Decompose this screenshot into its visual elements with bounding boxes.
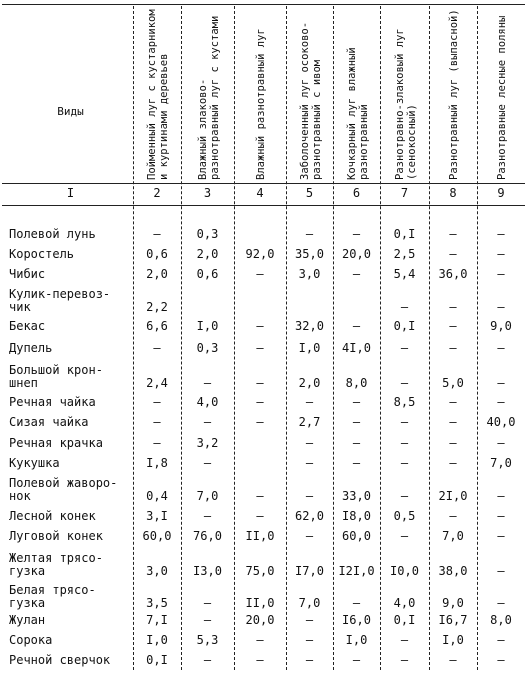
table-cell: – <box>352 596 361 610</box>
column-header-7 <box>382 6 429 181</box>
species-name: Чибис <box>9 267 46 281</box>
species-name: Полевой лунь <box>9 227 96 241</box>
column-number: 6 <box>352 186 361 200</box>
table-cell: – <box>352 456 361 470</box>
species-name: Дупель <box>9 341 53 355</box>
table-cell: – <box>203 596 212 610</box>
column-header-4 <box>236 6 286 181</box>
table-cell: – <box>497 633 505 647</box>
table-cell: – <box>256 633 264 647</box>
table-cell: 7,0 <box>196 489 219 503</box>
species-column-header: Виды <box>57 105 84 118</box>
table-cell: – <box>352 267 361 281</box>
table-cell: 75,0 <box>245 564 275 578</box>
table-cell: 7,I <box>146 613 168 627</box>
species-name: Коростель <box>9 247 75 261</box>
table-cell: 7,0 <box>298 596 321 610</box>
table-cell: 0,6 <box>146 247 168 261</box>
table-cell: 3,2 <box>196 436 219 450</box>
table-cell: – <box>352 653 361 667</box>
table-cell: – <box>305 633 314 647</box>
table-cell: 0,I <box>146 653 168 667</box>
table-cell: – <box>497 341 505 355</box>
table-cell: – <box>203 376 212 390</box>
column-header-label: Пойменный луг с кустарником и куртинами деревьев <box>146 8 170 180</box>
table-cell: I,0 <box>298 341 321 355</box>
table-cell: 2I,0 <box>438 489 468 503</box>
species-name: Желтая трясо- гузка <box>9 551 103 578</box>
table-cell: – <box>400 529 409 543</box>
table-cell: 0,4 <box>146 489 168 503</box>
species-name: Речная крачка <box>9 436 103 450</box>
species-name: Жулан <box>9 613 46 627</box>
table-cell: I3,0 <box>193 564 222 578</box>
table-cell: – <box>305 653 314 667</box>
species-name: Полевой жаворо- нок <box>9 476 118 503</box>
table-cell: – <box>449 341 457 355</box>
table-cell: – <box>153 436 161 450</box>
table-cell: 2,2 <box>146 300 168 314</box>
species-name: Луговой конек <box>9 529 103 543</box>
table-cell: I2I,0 <box>338 564 375 578</box>
table-cell: – <box>449 319 457 333</box>
table-cell: – <box>256 509 264 523</box>
table-cell: 9,0 <box>490 319 512 333</box>
table-cell: – <box>497 509 505 523</box>
column-number: 5 <box>305 186 314 200</box>
table-cell: 0,I <box>393 319 416 333</box>
species-name: Белая трясо- гузка <box>9 583 96 610</box>
column-number: 7 <box>400 186 409 200</box>
table-cell: – <box>203 456 212 470</box>
table-cell: – <box>153 415 161 429</box>
column-number: 8 <box>449 186 457 200</box>
table-cell: 2,4 <box>146 376 168 390</box>
table-cell: 9,0 <box>442 596 464 610</box>
table-cell: – <box>449 509 457 523</box>
table-cell: – <box>497 436 505 450</box>
species-name: Речная чайка <box>9 395 96 409</box>
table-cell: 4I,0 <box>342 341 371 355</box>
table-cell: – <box>305 456 314 470</box>
table-cell: I6,7 <box>438 613 468 627</box>
table-cell: I7,0 <box>295 564 324 578</box>
table-cell: 4,0 <box>196 395 219 409</box>
table-cell: – <box>203 613 212 627</box>
species-name: Кукушка <box>9 456 60 470</box>
table-cell: 35,0 <box>295 247 324 261</box>
table-cell: – <box>352 436 361 450</box>
species-name: Лесной конек <box>9 509 96 523</box>
table-cell: – <box>400 489 409 503</box>
table-cell: 3,5 <box>146 596 168 610</box>
table-cell: – <box>256 319 264 333</box>
table-cell: – <box>497 564 505 578</box>
column-header-label: Разнотравные лесные поляны <box>496 15 508 180</box>
column-header-3 <box>183 6 234 181</box>
column-header-5 <box>288 6 333 181</box>
table-cell: 33,0 <box>342 489 371 503</box>
column-header-label: Влажный разнотравный луг <box>255 27 267 180</box>
table-cell: 8,5 <box>393 395 416 409</box>
table-cell: – <box>305 529 314 543</box>
table-cell: – <box>449 395 457 409</box>
table-cell: – <box>449 456 457 470</box>
table-cell: – <box>400 456 409 470</box>
table-cell: – <box>305 395 314 409</box>
species-name: Сизая чайка <box>9 415 89 429</box>
table-cell: 0,5 <box>393 509 416 523</box>
column-header-label: Кочкарный луг влажный разнотравный <box>345 46 370 180</box>
column-number: 2 <box>153 186 161 200</box>
table-cell: 0,3 <box>196 341 219 355</box>
table-cell: – <box>400 341 409 355</box>
table-cell: I8,0 <box>342 509 371 523</box>
table-cell: – <box>449 247 457 261</box>
table-cell: 8,0 <box>490 613 512 627</box>
table-cell: – <box>497 247 505 261</box>
table-cell: 2,0 <box>196 247 219 261</box>
table-cell: – <box>256 653 264 667</box>
table-cell: I,0 <box>146 633 168 647</box>
table-cell: 76,0 <box>193 529 222 543</box>
table-cell: – <box>256 395 264 409</box>
table-cell: 0,I <box>393 613 416 627</box>
table-cell: 7,0 <box>490 456 512 470</box>
table-cell: – <box>497 267 505 281</box>
column-header-8 <box>431 6 477 181</box>
species-name: Бекас <box>9 319 46 333</box>
table-cell: – <box>305 436 314 450</box>
column-header-label: Влажный злаково-разнотравный луг с кустами <box>196 15 221 180</box>
table-cell: – <box>497 376 505 390</box>
table-cell: – <box>449 300 457 314</box>
column-number: 4 <box>256 186 264 200</box>
table-cell: 32,0 <box>295 319 324 333</box>
table-cell: 20,0 <box>342 247 371 261</box>
column-header-9 <box>479 6 525 181</box>
table-cell: 5,0 <box>442 376 464 390</box>
table-cell: – <box>400 653 409 667</box>
table-cell: – <box>400 415 409 429</box>
table-cell: 5,4 <box>393 267 416 281</box>
table-cell: – <box>153 395 161 409</box>
species-name: Речной сверчок <box>9 653 111 667</box>
table-cell: 2,7 <box>298 415 321 429</box>
table-cell: 62,0 <box>295 509 324 523</box>
table-cell: – <box>449 415 457 429</box>
table-cell: I,8 <box>146 456 168 470</box>
table-cell: – <box>400 633 409 647</box>
table-cell: 3,0 <box>298 267 321 281</box>
table-cell: – <box>497 227 505 241</box>
table-cell: – <box>449 227 457 241</box>
table-cell: 2,0 <box>146 267 168 281</box>
table-cell: – <box>497 529 505 543</box>
table-cell: – <box>305 227 314 241</box>
table-cell: – <box>153 341 161 355</box>
table-cell: I,0 <box>442 633 464 647</box>
table-cell: – <box>352 395 361 409</box>
numbers-rule <box>2 205 525 206</box>
table-cell: 0,I <box>393 227 416 241</box>
table-cell: 3,0 <box>146 564 168 578</box>
table-cell: – <box>305 489 314 503</box>
table-cell: – <box>256 489 264 503</box>
table-cell: 38,0 <box>438 564 468 578</box>
table-cell: – <box>400 436 409 450</box>
table-cell: – <box>497 489 505 503</box>
table-cell: – <box>256 341 264 355</box>
table-cell: – <box>352 319 361 333</box>
table-cell: II,0 <box>245 529 275 543</box>
table-cell: – <box>400 376 409 390</box>
table-cell: 7,0 <box>442 529 464 543</box>
table-cell: – <box>203 415 212 429</box>
species-name: Кулик-перевоз- чик <box>9 287 111 314</box>
table-cell: – <box>497 653 505 667</box>
table-cell: 8,0 <box>345 376 368 390</box>
table-cell: 2,0 <box>298 376 321 390</box>
table-cell: 0,3 <box>196 227 219 241</box>
table-cell: 36,0 <box>438 267 468 281</box>
table-cell: 40,0 <box>486 415 516 429</box>
table-cell: – <box>352 227 361 241</box>
column-header-label: Заболоченный луг осоково-разнотравный с ивом <box>298 21 323 180</box>
column-number: I <box>66 186 75 200</box>
table-cell: 4,0 <box>393 596 416 610</box>
table-cell: I,0 <box>196 319 219 333</box>
table-cell: II,0 <box>245 596 275 610</box>
table-cell: – <box>449 653 457 667</box>
table-cell: 0,6 <box>196 267 219 281</box>
table-cell: – <box>203 653 212 667</box>
table-top-rule <box>2 4 525 5</box>
table-cell: – <box>497 596 505 610</box>
table-cell: – <box>352 415 361 429</box>
table-cell: 2,5 <box>393 247 416 261</box>
column-header-2 <box>135 6 181 181</box>
column-header-label: Разнотравный луг (выпасной) <box>448 8 460 180</box>
table-cell: – <box>256 376 264 390</box>
table-cell: 92,0 <box>245 247 275 261</box>
table-cell: 60,0 <box>342 529 371 543</box>
table-cell: 60,0 <box>142 529 172 543</box>
column-header-6 <box>335 6 380 181</box>
table-cell: 5,3 <box>196 633 219 647</box>
table-cell: 6,6 <box>146 319 168 333</box>
table-cell: – <box>256 267 264 281</box>
column-number: 3 <box>203 186 212 200</box>
column-header-label: Разнотравно-злаковый луг (сенокосный) <box>393 27 418 180</box>
table-cell: I,0 <box>345 633 368 647</box>
table-cell: 3,I <box>146 509 168 523</box>
table-cell: – <box>203 509 212 523</box>
column-number: 9 <box>497 186 505 200</box>
table-cell: – <box>305 613 314 627</box>
species-name: Сорока <box>9 633 53 647</box>
table-cell: – <box>497 300 505 314</box>
header-rule <box>2 183 525 184</box>
table-cell: I6,0 <box>342 613 371 627</box>
table-cell: – <box>400 300 409 314</box>
species-name: Большой крон- шнеп <box>9 363 103 390</box>
table-cell: – <box>153 227 161 241</box>
table-cell: 20,0 <box>245 613 275 627</box>
table-cell: I0,0 <box>390 564 419 578</box>
table-cell: – <box>449 436 457 450</box>
table-cell: – <box>497 395 505 409</box>
table-cell: – <box>256 415 264 429</box>
